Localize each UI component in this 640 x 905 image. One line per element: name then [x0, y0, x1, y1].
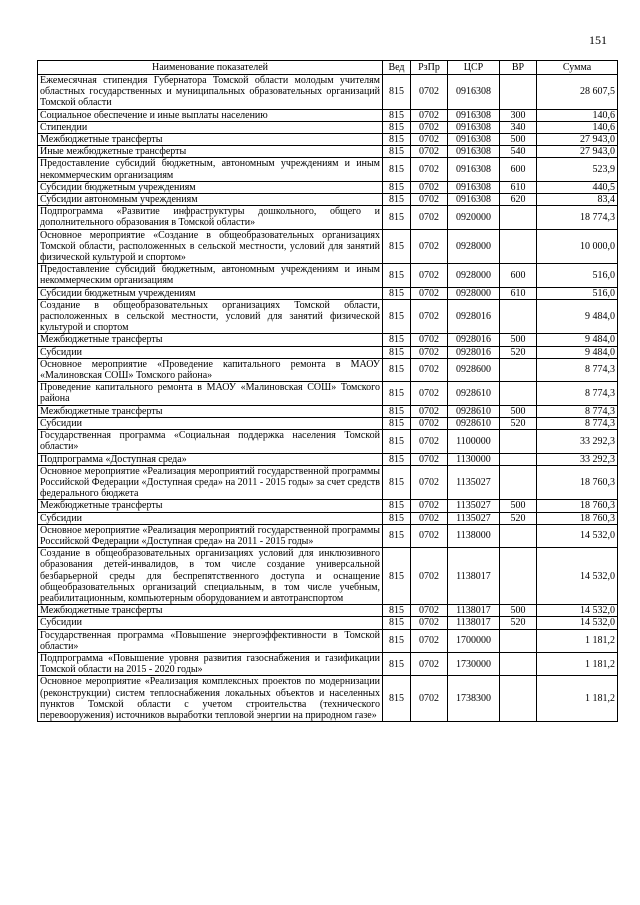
- row-vr: 500: [500, 605, 537, 617]
- row-ved: 815: [383, 676, 411, 722]
- row-name: Субсидии: [38, 617, 383, 629]
- row-sum: 83,4: [537, 194, 618, 206]
- row-vr: [500, 652, 537, 675]
- row-name: Проведение капитального ремонта в МАОУ «Малиновская СОШ» Томского района: [38, 382, 383, 405]
- row-ved: 815: [383, 287, 411, 299]
- row-name: Межбюджетные трансферты: [38, 605, 383, 617]
- table-row: [38, 405, 618, 417]
- row-name: Ежемесячная стипендия Губернатора Томской области молодым учителям областных государственных и муниципальных образовательных организаций Томской области: [38, 75, 383, 110]
- row-rzpr: 0702: [411, 465, 448, 500]
- row-name: Межбюджетные трансферты: [38, 134, 383, 146]
- row-rzpr: 0702: [411, 109, 448, 121]
- row-sum: 18 774,3: [537, 206, 618, 229]
- row-ved: 815: [383, 109, 411, 121]
- row-ved: 815: [383, 206, 411, 229]
- row-vr: 340: [500, 121, 537, 133]
- table-row: [38, 181, 618, 193]
- row-csr: 0928000: [448, 287, 500, 299]
- row-name: Государственная программа «Социальная поддержка населения Томской области»: [38, 430, 383, 453]
- row-name: Межбюджетные трансферты: [38, 334, 383, 346]
- row-name: Подпрограмма «Доступная среда»: [38, 453, 383, 465]
- row-csr: 0928600: [448, 358, 500, 381]
- row-ved: 815: [383, 512, 411, 524]
- row-ved: 815: [383, 465, 411, 500]
- table-row: [38, 417, 618, 429]
- row-vr: 500: [500, 134, 537, 146]
- row-vr: 540: [500, 146, 537, 158]
- row-name: Создание в общеобразовательных организациях условий для инклюзивного образования детей-инвалидов, в том числе создание универсальной безбарьерной среды для беспрепятственного доступа и оснащение общеобразовательных организаций специальным, в том числе учебным, реабилитационным, компьютерным оборудованием и автотранспортом: [38, 548, 383, 605]
- row-name: Предоставление субсидий бюджетным, автономным учреждениям и иным некоммерческим организациям: [38, 158, 383, 181]
- row-rzpr: 0702: [411, 229, 448, 264]
- row-ved: 815: [383, 617, 411, 629]
- row-vr: 500: [500, 405, 537, 417]
- row-sum: 516,0: [537, 287, 618, 299]
- row-csr: 0916308: [448, 75, 500, 110]
- row-sum: 9 484,0: [537, 299, 618, 334]
- table-row: [38, 334, 618, 346]
- row-ved: 815: [383, 346, 411, 358]
- row-sum: 140,6: [537, 109, 618, 121]
- table-header-row: [38, 61, 618, 75]
- header-name: Наименование показателей: [38, 61, 383, 75]
- row-csr: 0916308: [448, 181, 500, 193]
- row-vr: [500, 430, 537, 453]
- row-vr: 610: [500, 287, 537, 299]
- table-row: [38, 430, 618, 453]
- row-rzpr: 0702: [411, 512, 448, 524]
- row-rzpr: 0702: [411, 194, 448, 206]
- row-csr: 0928016: [448, 299, 500, 334]
- row-sum: 9 484,0: [537, 346, 618, 358]
- row-name: Подпрограмма «Повышение уровня развития газоснабжения и газификации Томской области на 2015 - 2020 годы»: [38, 652, 383, 675]
- row-csr: 1138017: [448, 617, 500, 629]
- row-ved: 815: [383, 652, 411, 675]
- row-rzpr: 0702: [411, 181, 448, 193]
- row-csr: 0928000: [448, 264, 500, 287]
- row-ved: 815: [383, 299, 411, 334]
- table-row: [38, 346, 618, 358]
- row-rzpr: 0702: [411, 346, 448, 358]
- row-ved: 815: [383, 500, 411, 512]
- table-row: [38, 382, 618, 405]
- row-ved: 815: [383, 181, 411, 193]
- row-sum: 1 181,2: [537, 652, 618, 675]
- row-sum: 27 943,0: [537, 134, 618, 146]
- row-ved: 815: [383, 229, 411, 264]
- row-vr: [500, 75, 537, 110]
- row-csr: 1135027: [448, 512, 500, 524]
- row-sum: 8 774,3: [537, 358, 618, 381]
- row-name: Межбюджетные трансферты: [38, 405, 383, 417]
- row-rzpr: 0702: [411, 405, 448, 417]
- row-rzpr: 0702: [411, 430, 448, 453]
- row-ved: 815: [383, 75, 411, 110]
- row-ved: 815: [383, 382, 411, 405]
- row-vr: [500, 453, 537, 465]
- row-name: Основное мероприятие «Проведение капитального ремонта в МАОУ «Малиновская СОШ» Томского района»: [38, 358, 383, 381]
- row-rzpr: 0702: [411, 382, 448, 405]
- row-csr: 0928016: [448, 346, 500, 358]
- row-ved: 815: [383, 548, 411, 605]
- row-csr: 0928610: [448, 382, 500, 405]
- row-name: Субсидии: [38, 346, 383, 358]
- row-vr: 500: [500, 334, 537, 346]
- row-ved: 815: [383, 158, 411, 181]
- row-sum: 28 607,5: [537, 75, 618, 110]
- row-vr: [500, 382, 537, 405]
- row-name: Основное мероприятие «Реализация комплексных проектов по модернизации (реконструкции) систем теплоснабжения локальных объектов и населенных пунктов Томской области с учетом строительства (технического перевооружения) источников выработки тепловой энергии на природном газе»: [38, 676, 383, 722]
- table-row: [38, 617, 618, 629]
- row-rzpr: 0702: [411, 287, 448, 299]
- row-sum: 8 774,3: [537, 417, 618, 429]
- table-body: [38, 75, 618, 722]
- row-csr: 1738300: [448, 676, 500, 722]
- row-ved: 815: [383, 629, 411, 652]
- row-name: Субсидии: [38, 417, 383, 429]
- table-row: [38, 264, 618, 287]
- row-name: Стипендии: [38, 121, 383, 133]
- table-row: [38, 287, 618, 299]
- row-sum: 33 292,3: [537, 430, 618, 453]
- row-name: Создание в общеобразовательных организациях Томской области, расположенных в сельской местности, условий для занятий физической культурой и спортом: [38, 299, 383, 334]
- row-csr: 1130000: [448, 453, 500, 465]
- row-csr: 0916308: [448, 121, 500, 133]
- row-ved: 815: [383, 417, 411, 429]
- row-rzpr: 0702: [411, 500, 448, 512]
- row-rzpr: 0702: [411, 548, 448, 605]
- header-sum: Сумма: [537, 61, 618, 75]
- row-sum: 9 484,0: [537, 334, 618, 346]
- header-rzpr: РзПр: [411, 61, 448, 75]
- row-sum: 14 532,0: [537, 548, 618, 605]
- row-rzpr: 0702: [411, 206, 448, 229]
- table-row: [38, 500, 618, 512]
- table-row: [38, 605, 618, 617]
- row-rzpr: 0702: [411, 524, 448, 547]
- row-name: Субсидии бюджетным учреждениям: [38, 181, 383, 193]
- row-vr: [500, 629, 537, 652]
- table-row: [38, 75, 618, 110]
- row-ved: 815: [383, 430, 411, 453]
- row-sum: 33 292,3: [537, 453, 618, 465]
- table-row: [38, 358, 618, 381]
- header-vr: ВР: [500, 61, 537, 75]
- row-sum: 14 532,0: [537, 617, 618, 629]
- table-row: [38, 121, 618, 133]
- header-csr: ЦСР: [448, 61, 500, 75]
- row-vr: [500, 676, 537, 722]
- row-name: Подпрограмма «Развитие инфраструктуры дошкольного, общего и дополнительного образования в Томской области»: [38, 206, 383, 229]
- row-rzpr: 0702: [411, 299, 448, 334]
- row-vr: [500, 358, 537, 381]
- row-vr: 520: [500, 512, 537, 524]
- row-csr: 0920000: [448, 206, 500, 229]
- table-row: [38, 194, 618, 206]
- table-row: [38, 629, 618, 652]
- row-rzpr: 0702: [411, 676, 448, 722]
- table-row: [38, 453, 618, 465]
- row-vr: 620: [500, 194, 537, 206]
- row-name: Основное мероприятие «Реализация мероприятий государственной программы Российской Федерации «Доступная среда» на 2011 - 2015 годы»: [38, 524, 383, 547]
- row-vr: [500, 206, 537, 229]
- row-csr: 1135027: [448, 500, 500, 512]
- row-rzpr: 0702: [411, 334, 448, 346]
- row-vr: 300: [500, 109, 537, 121]
- row-sum: 14 532,0: [537, 524, 618, 547]
- row-rzpr: 0702: [411, 652, 448, 675]
- row-csr: 1138000: [448, 524, 500, 547]
- row-sum: 1 181,2: [537, 629, 618, 652]
- budget-table: [37, 60, 618, 722]
- row-sum: 8 774,3: [537, 405, 618, 417]
- row-ved: 815: [383, 264, 411, 287]
- table-row: [38, 206, 618, 229]
- row-rzpr: 0702: [411, 146, 448, 158]
- row-sum: 14 532,0: [537, 605, 618, 617]
- row-sum: 27 943,0: [537, 146, 618, 158]
- row-csr: 0916308: [448, 194, 500, 206]
- table-row: [38, 652, 618, 675]
- row-ved: 815: [383, 405, 411, 417]
- row-name: Предоставление субсидий бюджетным, автономным учреждениям и иным некоммерческим организациям: [38, 264, 383, 287]
- row-vr: 600: [500, 158, 537, 181]
- row-csr: 1135027: [448, 465, 500, 500]
- row-csr: 1100000: [448, 430, 500, 453]
- row-vr: 600: [500, 264, 537, 287]
- row-ved: 815: [383, 121, 411, 133]
- row-csr: 0916308: [448, 109, 500, 121]
- row-csr: 1138017: [448, 605, 500, 617]
- row-sum: 10 000,0: [537, 229, 618, 264]
- row-rzpr: 0702: [411, 121, 448, 133]
- row-ved: 815: [383, 134, 411, 146]
- row-name: Государственная программа «Повышение энергоэффективности в Томской области»: [38, 629, 383, 652]
- row-sum: 523,9: [537, 158, 618, 181]
- row-csr: 0928610: [448, 417, 500, 429]
- header-ved: Вед: [383, 61, 411, 75]
- row-ved: 815: [383, 194, 411, 206]
- row-vr: 520: [500, 346, 537, 358]
- row-csr: 0928000: [448, 229, 500, 264]
- row-csr: 0928610: [448, 405, 500, 417]
- row-sum: 440,5: [537, 181, 618, 193]
- row-name: Субсидии: [38, 512, 383, 524]
- row-vr: [500, 465, 537, 500]
- row-name: Субсидии бюджетным учреждениям: [38, 287, 383, 299]
- row-vr: 610: [500, 181, 537, 193]
- row-csr: 0928016: [448, 334, 500, 346]
- table-row: [38, 676, 618, 722]
- row-vr: 520: [500, 617, 537, 629]
- row-csr: 0916308: [448, 146, 500, 158]
- row-sum: 140,6: [537, 121, 618, 133]
- row-vr: [500, 229, 537, 264]
- row-csr: 0916308: [448, 134, 500, 146]
- row-sum: 1 181,2: [537, 676, 618, 722]
- row-rzpr: 0702: [411, 605, 448, 617]
- row-ved: 815: [383, 453, 411, 465]
- row-rzpr: 0702: [411, 453, 448, 465]
- row-rzpr: 0702: [411, 134, 448, 146]
- row-name: Иные межбюджетные трансферты: [38, 146, 383, 158]
- row-csr: 1730000: [448, 652, 500, 675]
- row-ved: 815: [383, 524, 411, 547]
- table-row: [38, 465, 618, 500]
- row-ved: 815: [383, 146, 411, 158]
- row-rzpr: 0702: [411, 158, 448, 181]
- table-row: [38, 512, 618, 524]
- row-vr: [500, 524, 537, 547]
- row-name: Основное мероприятие «Реализация мероприятий государственной программы Российской Федерации «Доступная среда» на 2011 - 2015 годы» за счет средств федерального бюджета: [38, 465, 383, 500]
- row-vr: 520: [500, 417, 537, 429]
- page-number: 151: [589, 33, 607, 47]
- row-rzpr: 0702: [411, 629, 448, 652]
- row-name: Основное мероприятие «Создание в общеобразовательных организациях Томской области, расположенных в сельской местности, условий для занятий физической культурой и спортом»: [38, 229, 383, 264]
- row-vr: 500: [500, 500, 537, 512]
- row-csr: 1138017: [448, 548, 500, 605]
- row-csr: 0916308: [448, 158, 500, 181]
- row-ved: 815: [383, 334, 411, 346]
- row-sum: 18 760,3: [537, 500, 618, 512]
- row-vr: [500, 548, 537, 605]
- row-sum: 18 760,3: [537, 465, 618, 500]
- row-rzpr: 0702: [411, 75, 448, 110]
- row-vr: [500, 299, 537, 334]
- row-sum: 8 774,3: [537, 382, 618, 405]
- row-name: Социальное обеспечение и иные выплаты населению: [38, 109, 383, 121]
- row-ved: 815: [383, 358, 411, 381]
- row-sum: 18 760,3: [537, 512, 618, 524]
- row-ved: 815: [383, 605, 411, 617]
- row-rzpr: 0702: [411, 264, 448, 287]
- row-csr: 1700000: [448, 629, 500, 652]
- table-row: [38, 229, 618, 264]
- table-row: [38, 158, 618, 181]
- table-row: [38, 548, 618, 605]
- table-row: [38, 146, 618, 158]
- table-row: [38, 299, 618, 334]
- row-name: Межбюджетные трансферты: [38, 500, 383, 512]
- row-rzpr: 0702: [411, 417, 448, 429]
- row-name: Субсидии автономным учреждениям: [38, 194, 383, 206]
- table-row: [38, 109, 618, 121]
- row-rzpr: 0702: [411, 358, 448, 381]
- row-sum: 516,0: [537, 264, 618, 287]
- row-rzpr: 0702: [411, 617, 448, 629]
- table-row: [38, 134, 618, 146]
- table-row: [38, 524, 618, 547]
